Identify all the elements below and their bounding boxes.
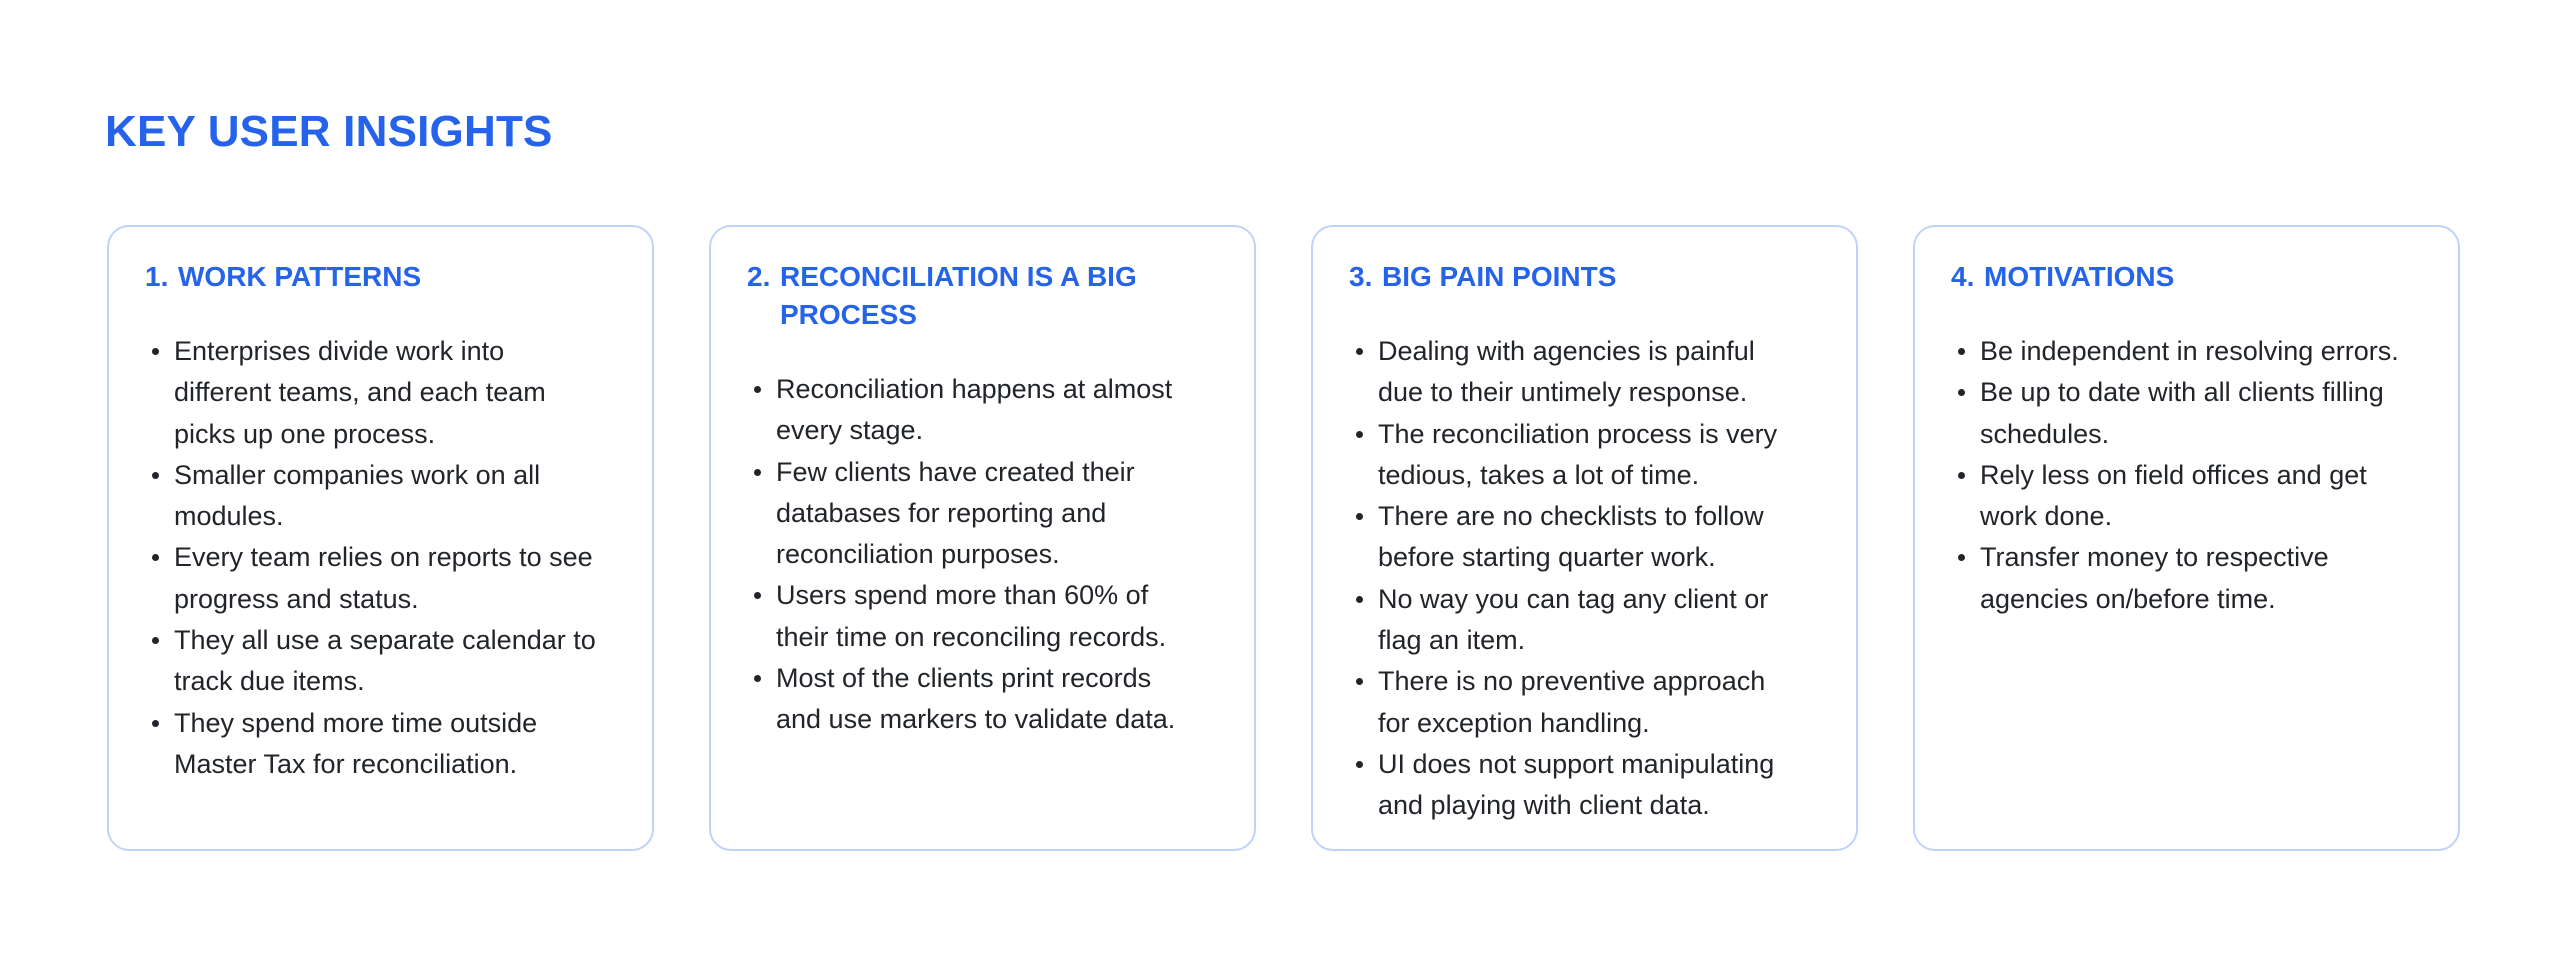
card-number: 2. (747, 261, 771, 292)
list-item (1349, 331, 1802, 414)
bullet-dot (754, 469, 761, 476)
list-item-text: Smaller companies work on all modules. (174, 459, 541, 532)
list-item (1349, 661, 1802, 744)
bullet-dot (1356, 596, 1363, 603)
bullet-dot (152, 348, 159, 355)
list-item-text: Transfer money to respective agencies on/before time. (1980, 542, 2329, 614)
list-item (145, 620, 598, 703)
card-heading (145, 258, 598, 296)
list-item-text: Dealing with agencies is painful due to their untimely response. (1378, 336, 1755, 408)
list-item (1951, 372, 2404, 455)
list-item (1349, 414, 1802, 497)
bullet-dot (754, 592, 761, 599)
list-item (145, 455, 598, 538)
list-item-text: They spend more time outside Master Tax for reconciliation. (174, 707, 538, 779)
card-reconciliation-process (709, 225, 1256, 851)
list-item-text: Enterprises divide work into different teams, and each team picks up one process. (174, 336, 546, 449)
bullet-dot (1958, 554, 1965, 561)
page-title: KEY USER INSIGHTS (105, 107, 553, 156)
list-item (747, 369, 1200, 452)
bullet-dot (1356, 513, 1363, 520)
list-item-text: Users spend more than 60% of their time on reconciling records. (776, 580, 1167, 652)
list-item (145, 537, 598, 620)
list-item-text: The reconciliation process is very tedious, takes a lot of time. (1378, 418, 1778, 490)
bullet-dot (1958, 389, 1965, 396)
list-item-text: They all use a separate calendar to track due items. (174, 625, 596, 697)
card-heading (1349, 258, 1802, 296)
card-number: 1. (145, 261, 169, 292)
card-motivations (1913, 225, 2460, 851)
card-big-pain-points (1311, 225, 1858, 851)
list-item-text: UI does not support manipulating and playing with client data. (1378, 748, 1775, 821)
bullet-dot (1958, 472, 1965, 479)
card-heading-text: RECONCILIATION IS A BIG PROCESS (780, 261, 1137, 330)
list-item (1951, 537, 2404, 620)
bullet-dot (152, 720, 159, 727)
list-item-text: Every team relies on reports to see progress and status. (174, 542, 593, 614)
bullet-list (747, 369, 1200, 741)
bullet-dot (1356, 348, 1363, 355)
list-item-text: There are no checklists to follow before starting quarter work. (1378, 501, 1764, 573)
list-item-text: Rely less on field offices and get work done. (1980, 459, 2367, 532)
card-heading (747, 258, 1200, 334)
card-heading-text: BIG PAIN POINTS (1382, 261, 1617, 292)
bullet-dot (1356, 431, 1363, 438)
list-item (1951, 331, 2404, 372)
insight-cards-row (107, 225, 2460, 851)
bullet-list (145, 331, 598, 785)
bullet-dot (152, 472, 159, 479)
card-number: 3. (1349, 261, 1373, 292)
list-item (1349, 744, 1802, 827)
list-item-text: Reconciliation happens at almost every stage. (776, 374, 1173, 446)
bullet-dot (1356, 678, 1363, 685)
bullet-dot (152, 554, 159, 561)
list-item (1951, 455, 2404, 538)
list-item-text: There is no preventive approach for exception handling. (1378, 666, 1766, 738)
card-heading-text: MOTIVATIONS (1984, 261, 2175, 292)
bullet-dot (1958, 348, 1965, 355)
list-item (747, 452, 1200, 576)
card-work-patterns (107, 225, 654, 851)
list-item-text: Most of the clients print records and use markers to validate data. (776, 663, 1176, 735)
list-item-text: Be up to date with all clients filling schedules. (1980, 377, 2384, 449)
card-number: 4. (1951, 261, 1975, 292)
bullet-dot (152, 637, 159, 644)
list-item (1349, 496, 1802, 579)
bullet-dot (754, 386, 761, 393)
list-item (747, 658, 1200, 741)
bullet-dot (1356, 761, 1363, 768)
bullet-list (1349, 331, 1802, 827)
card-heading-text: WORK PATTERNS (178, 261, 422, 292)
list-item-text: Be independent in resolving errors. (1980, 336, 2399, 366)
bullet-list (1951, 331, 2404, 620)
bullet-dot (754, 675, 761, 682)
list-item (747, 575, 1200, 658)
card-heading (1951, 258, 2404, 296)
list-item-text: No way you can tag any client or flag an item. (1378, 583, 1769, 656)
list-item-text: Few clients have created their databases for reporting and reconciliation purposes. (776, 456, 1135, 570)
list-item (1349, 579, 1802, 662)
list-item (145, 331, 598, 455)
list-item (145, 703, 598, 786)
